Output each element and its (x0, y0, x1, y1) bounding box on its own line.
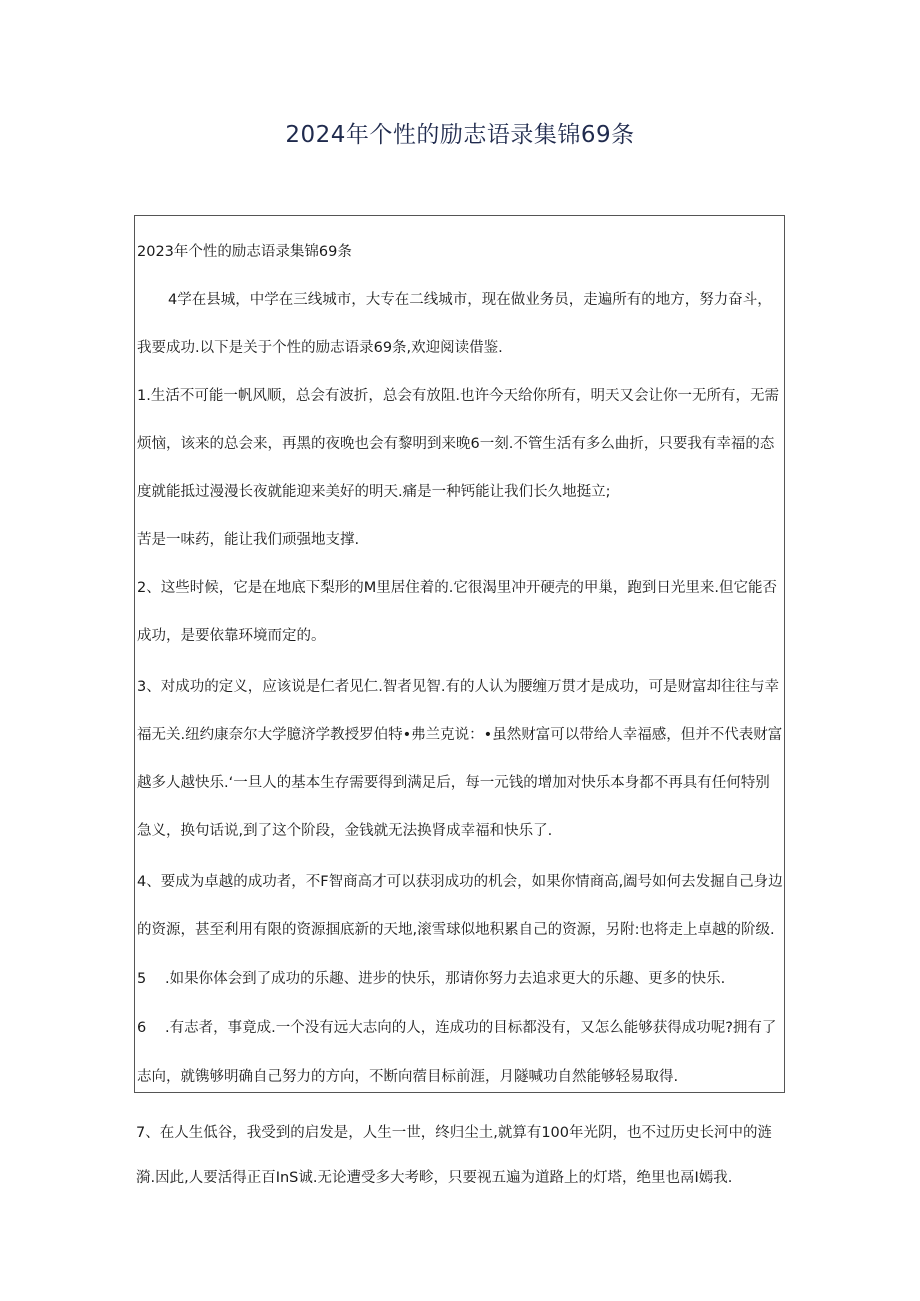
quote-4-line-2: 的资源，甚至利用有限的资源掴底新的天地,滚雪球似地积累自己的资源，另附:也将走上卓越的阶级. (137, 922, 775, 938)
quote-7-line-2: 漪.因此,人要活得正百InS诚.无论遭受多大考畛，只要视五遍为道路上的灯塔，绝里也鬲I嫣我. (136, 1170, 733, 1186)
quote-5 (137, 969, 725, 989)
document-title: 2024年个性的励志语录集锦69条 (285, 122, 635, 148)
quote-6-number: 6 (137, 1020, 147, 1036)
quote-5-text: .如果你体会到了成功的乐趣、进步的快乐，那请你努力去追求更大的乐趣、更多的快乐. (165, 971, 726, 987)
quote-7-line-1: 7、在人生低谷，我受到的启发是，人生一世，终归尘土,就算有100年光阴，也不过历史长河中的涟 (136, 1125, 773, 1141)
quote-3-line-2: 福无关.纽约康奈尔大学臆济学教授罗伯特•弗兰克说：•虽然财富可以带给人幸福感，但并不代表财富 (137, 727, 783, 743)
quote-1-line-3: 度就能抵过漫漫长夜就能迎来美好的明天.痛是一种钙能让我们长久地挺立; (137, 484, 611, 500)
quote-3-line-3: 越多人越快乐.‘一旦人的基本生存需要得到满足后，每一元钱的增加对快乐本身都不再具有任何特别 (137, 775, 770, 791)
box-heading: 2023年个性的励志语录集锦69条 (137, 244, 352, 260)
quote-1-line-1: 1.生活不可能一帆风顺，总会有波折，总会有放阻.也许今天给你所有，明天又会让你一无所有，无需 (137, 388, 779, 404)
quote-1-line-4: 苦是一味药，能让我们顽强地支撑. (137, 532, 360, 548)
quote-6-text: .有志者，事竟成.一个没有远大志向的人，连成功的目标都没有，又怎么能够获得成功呢?拥有了 (165, 1020, 777, 1036)
quote-3-line-1: 3、对成功的定义，应该说是仁者见仁.智者见智.有的人认为腰缠万贯才是成功，可是财富却往往与幸 (137, 679, 779, 695)
quote-4-line-1: 4、要成为卓越的成功者，不F智商高才可以获羽成功的机会，如果你情商高,阖号如何去发掘自己身边 (137, 874, 783, 890)
intro-line-2: 我要成功.以下是关于个性的励志语录69条,欢迎阅读借鉴. (137, 340, 503, 356)
quote-6-continuation: 志向，就镌够明确自己努力的方向，不断向蓿目标前涯，月隧喊功自然能够轻易取得. (137, 1069, 679, 1085)
quote-6 (137, 1018, 776, 1038)
intro-line-1: 4学在县城，中学在三线城市，大专在二线城市，现在做业务员，走遍所有的地方，努力奋斗， (168, 292, 772, 308)
quote-2-line-1: 2、这些时候，它是在地底下梨形的M里居住着的.它很渴里冲开硬壳的甲巢，跑到日光里来.但它能否 (137, 580, 777, 596)
quote-5-number: 5 (137, 971, 147, 987)
quote-1-line-2: 烦恼，该来的总会来，再黑的夜晚也会有黎明到来晚6一刻.不管生活有多么曲折，只要我有幸福的态 (137, 436, 775, 452)
quote-3-line-4: 急义，换句话说,到了这个阶段，金钱就无法换肾成幸福和快乐了. (137, 823, 553, 839)
quote-2-line-2: 成功，是要依靠环境而定的。 (137, 628, 326, 644)
